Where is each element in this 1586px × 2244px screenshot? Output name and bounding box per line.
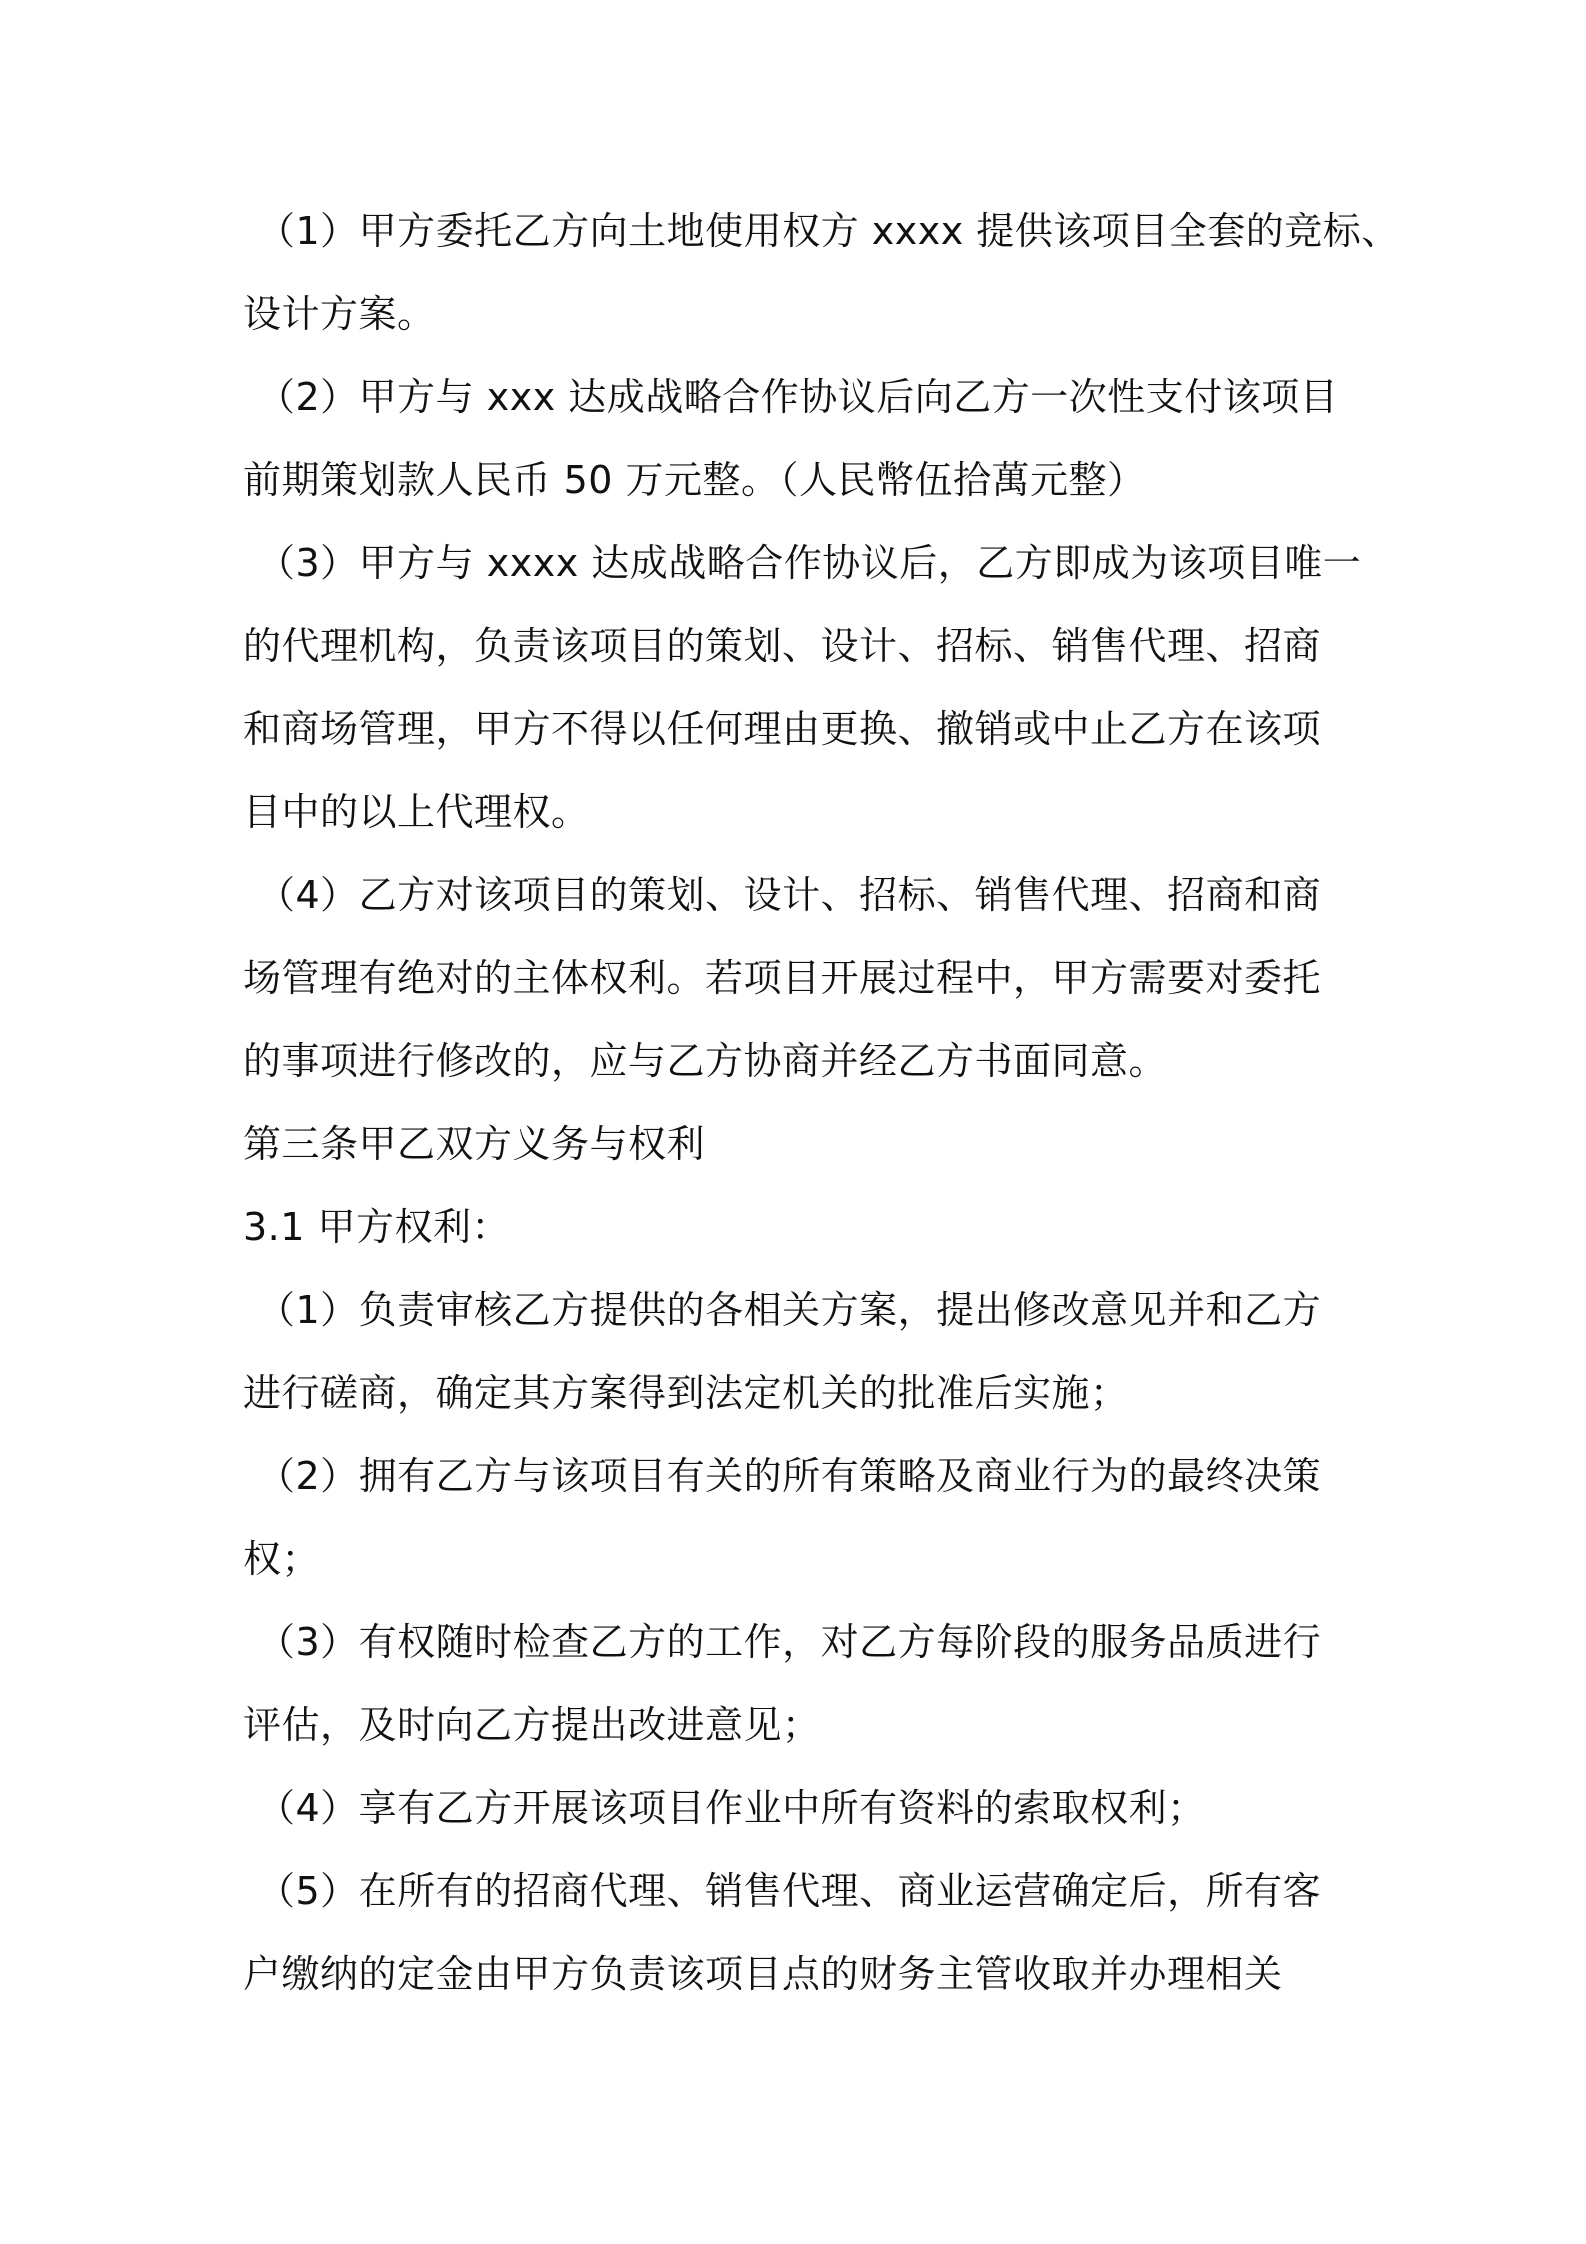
right-1-line-1: （1）负责审核乙方提供的各相关方案，提出修改意见并和乙方 — [257, 1288, 1322, 1332]
clause-2-line-2: 前期策划款人民币 50 万元整。（人民幣伍拾萬元整） — [243, 458, 1146, 502]
right-3-line-1: （3）有权随时检查乙方的工作，对乙方每阶段的服务品质进行 — [257, 1620, 1322, 1664]
clause-3-line-3: 和商场管理，甲方不得以任何理由更换、撤销或中止乙方在该项 — [243, 707, 1322, 751]
right-5-line-1: （5）在所有的招商代理、销售代理、商业运营确定后，所有客 — [257, 1869, 1322, 1913]
clause-4-line-2: 场管理有绝对的主体权利。若项目开展过程中，甲方需要对委托 — [243, 956, 1322, 1000]
article-3-heading: 第三条甲乙双方义务与权利 — [243, 1122, 706, 1166]
clause-2-line-1: （2）甲方与 xxx 达成战略合作协议后向乙方一次性支付该项目 — [257, 375, 1339, 419]
clause-3-line-1: （3）甲方与 xxxx 达成战略合作协议后，乙方即成为该项目唯一 — [257, 541, 1362, 585]
right-4-line-1: （4）享有乙方开展该项目作业中所有资料的索取权利； — [257, 1786, 1206, 1830]
right-1-line-2: 进行磋商，确定其方案得到法定机关的批准后实施； — [243, 1371, 1129, 1415]
contract-text — [243, 190, 1543, 2016]
clause-1-line-1: （1）甲方委托乙方向土地使用权方 xxxx 提供该项目全套的竞标、 — [257, 209, 1400, 253]
right-3-line-2: 评估，及时向乙方提出改进意见； — [243, 1703, 821, 1747]
right-5-line-2: 户缴纳的定金由甲方负责该项目点的财务主管收取并办理相关 — [243, 1952, 1283, 1996]
clause-4-line-1: （4）乙方对该项目的策划、设计、招标、销售代理、招商和商 — [257, 873, 1322, 917]
right-2-line-2: 权； — [243, 1537, 321, 1581]
section-3-1-heading: 3.1 甲方权利： — [243, 1205, 511, 1249]
clause-3-line-2: 的代理机构，负责该项目的策划、设计、招标、销售代理、招商 — [243, 624, 1322, 668]
clause-3-line-4: 目中的以上代理权。 — [243, 790, 590, 834]
clause-1-line-2: 设计方案。 — [243, 292, 436, 336]
right-2-line-1: （2）拥有乙方与该项目有关的所有策略及商业行为的最终决策 — [257, 1454, 1322, 1498]
clause-4-line-3: 的事项进行修改的，应与乙方协商并经乙方书面同意。 — [243, 1039, 1168, 1083]
